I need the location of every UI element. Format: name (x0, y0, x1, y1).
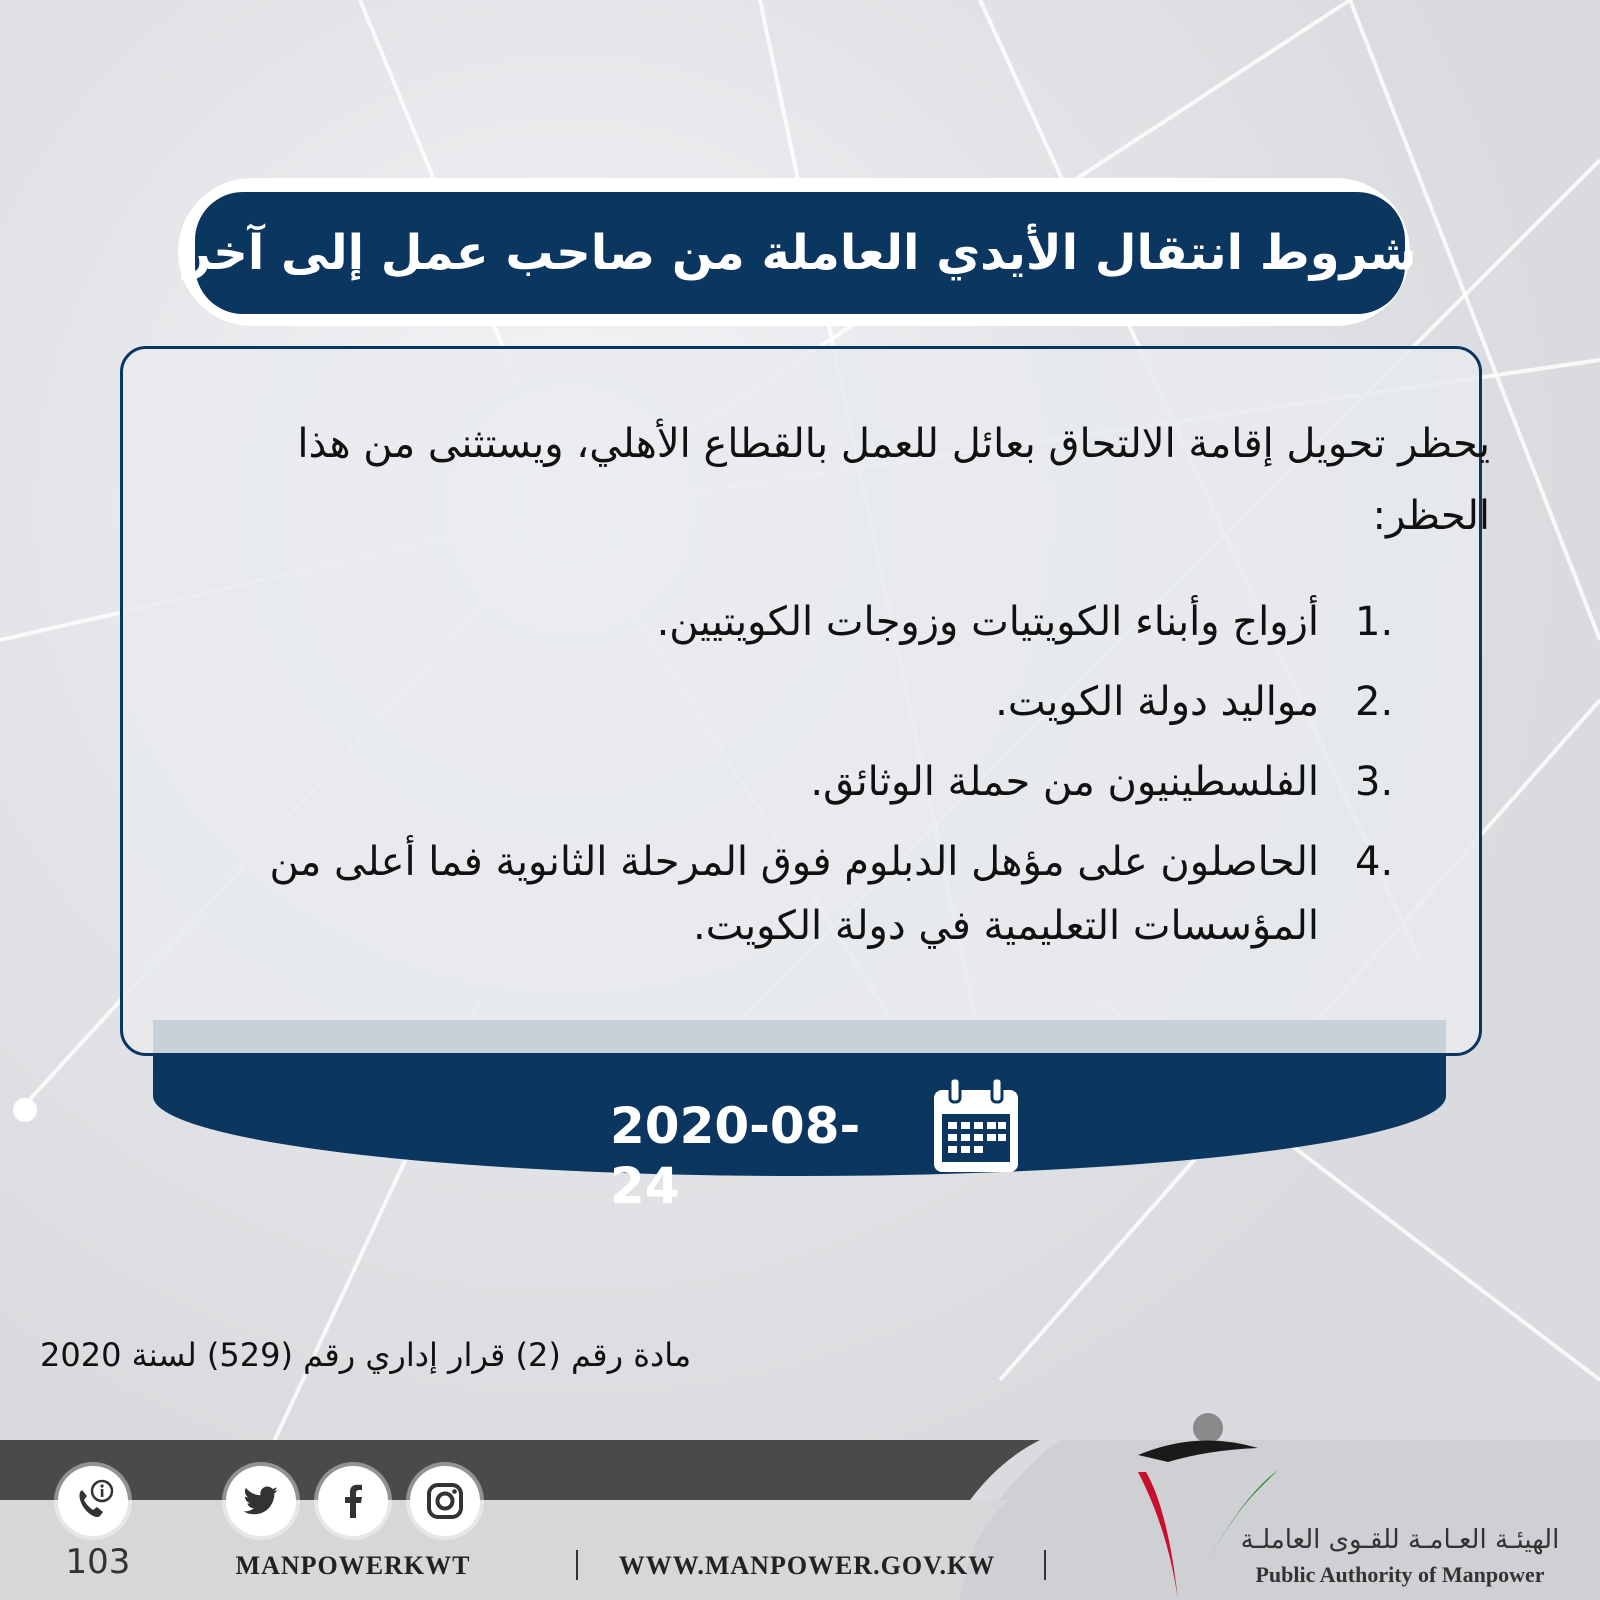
list-item (200, 822, 1415, 982)
list-number: 3. (1355, 759, 1394, 805)
list-item (200, 582, 1415, 662)
list-item (200, 662, 1415, 742)
website-link[interactable]: WWW.MANPOWER.GOV.KW (618, 1551, 996, 1580)
page-title: شروط انتقال الأيدي العاملة من صاحب عمل إلى آخر (183, 225, 1417, 281)
separator (1044, 1550, 1046, 1580)
list-text: الفلسطينيون من حملة الوثائق. (810, 759, 1319, 805)
legal-reference: مادة رقم (2) قرار إداري رقم (529) لسنة 2020 (40, 1336, 692, 1374)
title-banner (183, 192, 1417, 314)
list-item (200, 742, 1415, 822)
list-text: الحاصلون على مؤهل الدبلوم فوق المرحلة الثانوية فما أعلى من المؤسسات التعليمية في دولة الكويت. (269, 839, 1319, 949)
social-handle[interactable]: MANPOWERKWT (235, 1551, 471, 1580)
facebook-icon[interactable] (318, 1466, 388, 1536)
instagram-icon[interactable] (410, 1466, 480, 1536)
organization-name-arabic: الهيئـة العـامـة للقـوى العاملـة (1240, 1525, 1560, 1555)
twitter-icon[interactable] (226, 1466, 296, 1536)
list-text: أزواج وأبناء الكويتيات وزوجات الكويتيين. (656, 599, 1319, 645)
list-number: 1. (1355, 599, 1394, 645)
list-text: مواليد دولة الكويت. (995, 679, 1319, 725)
intro-text: يحظر تحويل إقامة الالتحاق بعائل للعمل بالقطاع الأهلي، ويستثنى من هذا الحظر: (297, 421, 1490, 539)
list-number: 2. (1355, 679, 1394, 725)
calendar-icon (930, 1076, 1022, 1176)
phone-info-icon[interactable] (58, 1466, 128, 1536)
list-number: 4. (1355, 839, 1394, 885)
date-value: 2020-08-24 (610, 1097, 861, 1215)
organization-name-english: Public Authority of Manpower (1255, 1562, 1545, 1587)
hotline-number: 103 (65, 1542, 131, 1582)
